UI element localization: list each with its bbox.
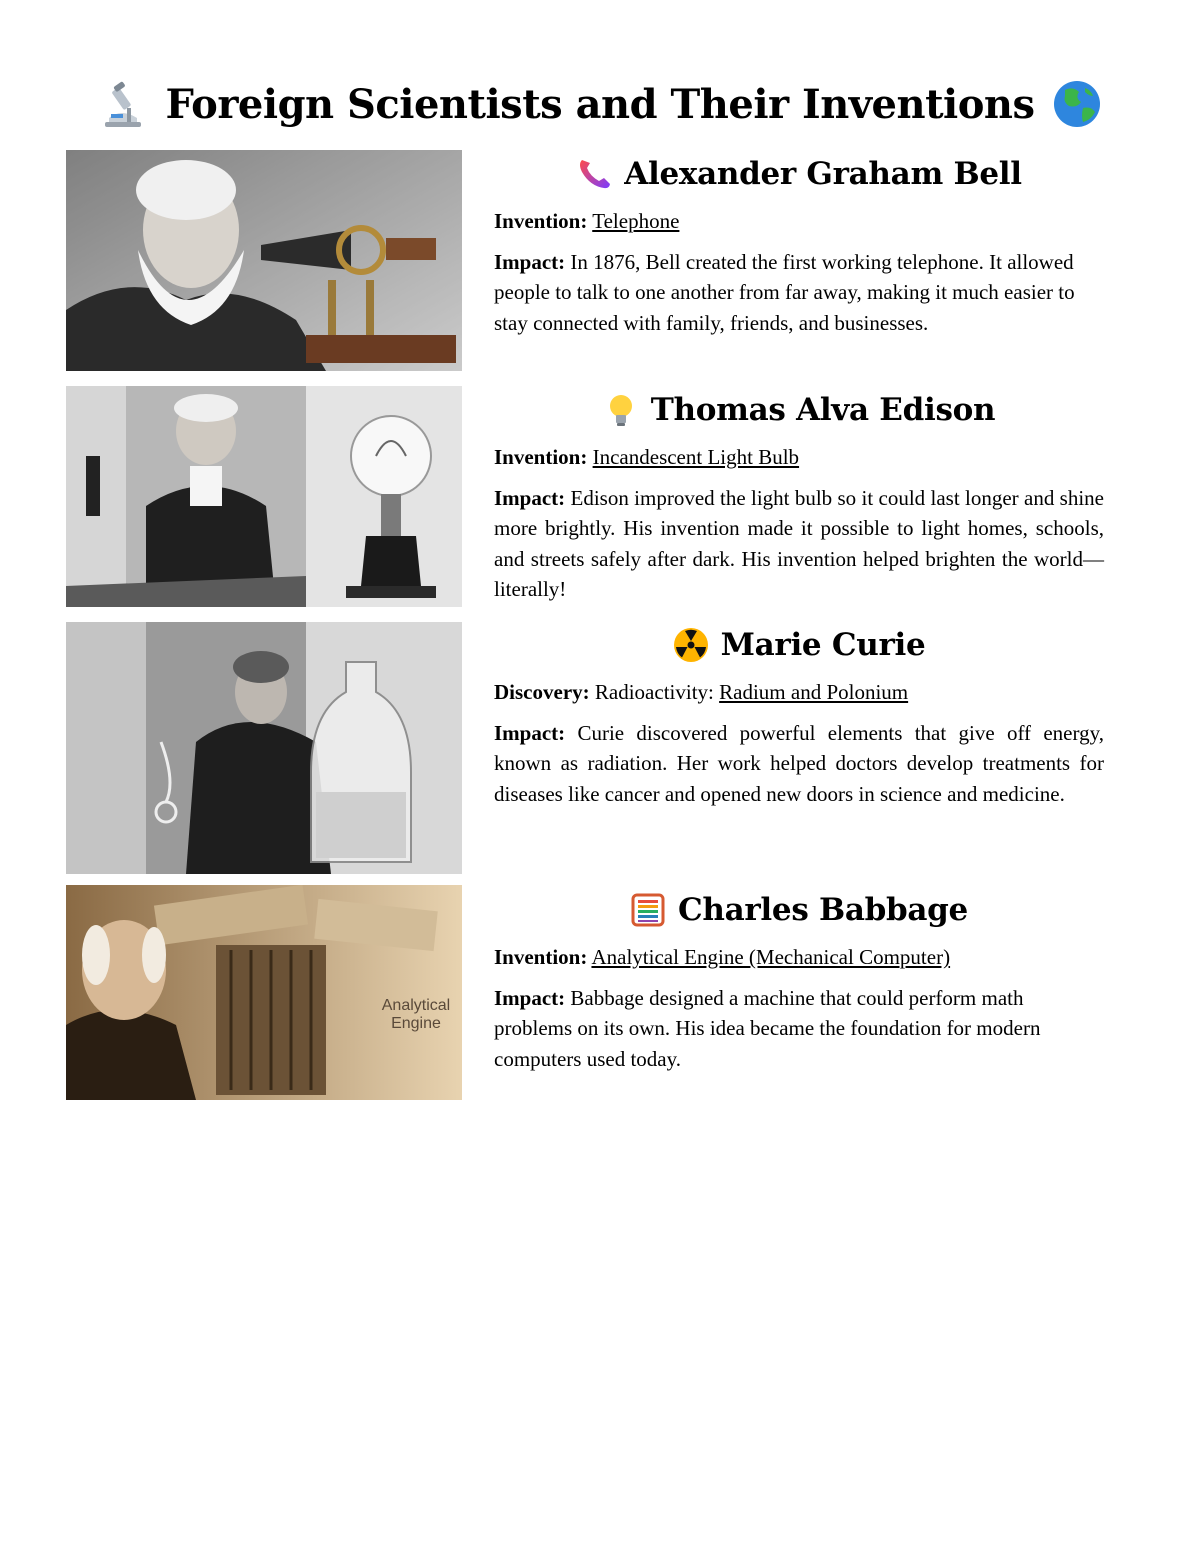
babbage-photo — [66, 885, 462, 1100]
impact-label: Impact: — [494, 249, 566, 274]
analytical-engine-caption-1: Analytical — [381, 997, 451, 1014]
abacus-icon — [630, 892, 666, 928]
microscope-icon — [97, 78, 149, 130]
analytical-engine-caption-2: Engine — [391, 1015, 441, 1032]
impact-label: Impact: — [494, 985, 566, 1010]
impact-paragraph — [494, 483, 1104, 605]
discovery-line — [494, 677, 1104, 708]
entry-bell — [494, 156, 1104, 338]
scientist-name: Thomas Alva Edison — [650, 392, 996, 428]
invention-line — [494, 206, 1104, 237]
edison-photo — [66, 386, 462, 607]
impact-text: Curie discovered powerful elements that give off energy, known as radiation. Her work helped doctors develop treatments for diseases like cancer and opened new doors in science and medicine. — [494, 720, 1104, 806]
impact-paragraph — [494, 718, 1104, 810]
field-value: Radium and Polonium — [719, 680, 909, 704]
entry-heading — [494, 892, 1104, 928]
entry-edison — [494, 392, 1104, 605]
impact-label: Impact: — [494, 485, 566, 510]
field-prefix: Radioactivity: — [594, 680, 720, 704]
field-value: Analytical Engine (Mechanical Computer) — [591, 945, 951, 969]
radioactive-icon — [673, 627, 709, 663]
invention-line — [494, 942, 1104, 973]
field-value: Telephone — [592, 209, 680, 233]
entry-heading — [494, 627, 1104, 663]
invention-line — [494, 442, 1104, 473]
field-label: Discovery: — [494, 680, 590, 704]
entry-heading — [494, 156, 1104, 192]
light-bulb-icon — [603, 392, 639, 428]
impact-text: In 1876, Bell created the first working telephone. It allowed people to talk to one another from far away, making it much easier to stay connected with family, friends, and businesses. — [494, 249, 1075, 335]
impact-paragraph — [494, 247, 1104, 339]
telephone-receiver-icon — [576, 156, 612, 192]
impact-text: Edison improved the light bulb so it could last longer and shine more brightly. His invention made it possible to light homes, schools, and streets safely after dark. His invention helped brighten the world—literally! — [494, 485, 1104, 601]
title-text: Foreign Scientists and Their Inventions — [165, 80, 1035, 128]
entry-curie — [494, 627, 1104, 809]
page-title — [0, 78, 1200, 130]
bell-photo — [66, 150, 462, 371]
curie-photo — [66, 622, 462, 874]
field-value: Incandescent Light Bulb — [592, 445, 800, 469]
impact-label: Impact: — [494, 720, 566, 745]
scientist-name: Alexander Graham Bell — [624, 156, 1022, 192]
field-label: Invention: — [494, 209, 588, 233]
impact-text: Babbage designed a machine that could perform math problems on its own. His idea became the foundation for modern computers used today. — [494, 985, 1041, 1071]
entry-heading — [494, 392, 1104, 428]
field-label: Invention: — [494, 445, 588, 469]
scientist-name: Charles Babbage — [677, 892, 968, 928]
scientist-name: Marie Curie — [720, 627, 926, 663]
field-label: Invention: — [494, 945, 588, 969]
impact-paragraph — [494, 983, 1104, 1075]
globe-icon — [1051, 78, 1103, 130]
entry-babbage — [494, 892, 1104, 1074]
